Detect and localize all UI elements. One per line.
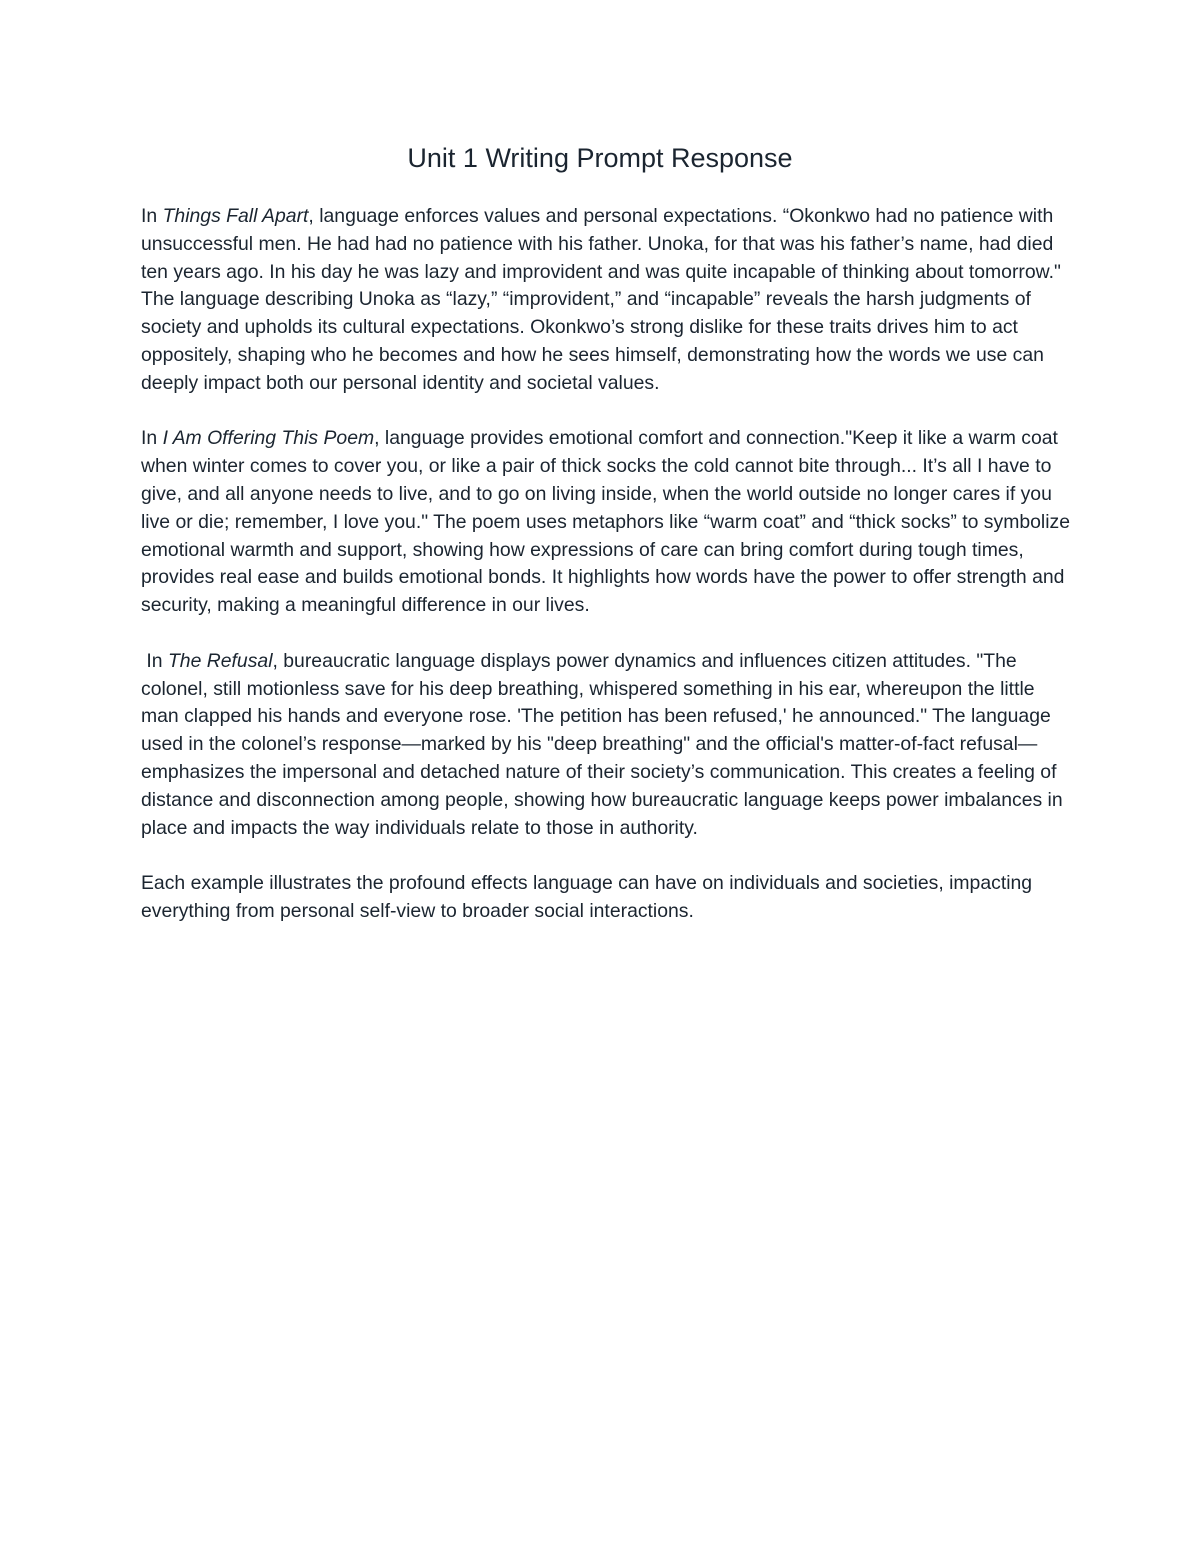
paragraph-conclusion: [141, 870, 1071, 926]
paragraph-text: , language provides emotional comfort and connection."Keep it like a warm coat when winter comes to cover you, or like a pair of thick socks the cold cannot bite through... It’s all I have to give, and all anyone needs to live, and to go on living inside, when the world outside no longer cares if you live or die; remember, I love you." The poem uses metaphors like “warm coat” and “thick socks” to symbolize emotional warmth and support, showing how expressions of care can bring comfort during tough times, provides real ease and builds emotional bonds. It highlights how words have the power to offer strength and security, making a meaningful difference in our lives.: [141, 427, 1071, 617]
paragraph-lead: In: [141, 427, 163, 450]
paragraph-the-refusal: [141, 648, 1071, 843]
paragraph-text: Each example illustrates the profound effects language can have on individuals and societies, impacting everything from personal self-view to broader social interactions.: [141, 872, 1033, 922]
paragraph-text: , bureaucratic language displays power dynamics and influences citizen attitudes. "The colonel, still motionless save for his deep breathing, whispered something in his ear, whereupon the little man clapped his hands and everyone rose. 'The petition has been refused,' he announced." The language used in the colonel’s response—marked by his "deep breathing" and the official's matter-of-fact refusal—emphasizes the impersonal and detached nature of their society’s communication. This creates a feeling of distance and disconnection among people, showing how bureaucratic language keeps power imbalances in place and impacts the way individuals relate to those in authority.: [141, 649, 1063, 839]
work-title: Things Fall Apart: [162, 205, 309, 227]
document-body: [141, 203, 1071, 954]
paragraph-things-fall-apart: [141, 203, 1071, 398]
work-title: The Refusal: [167, 649, 273, 672]
work-title: I Am Offering This Poem: [162, 427, 375, 450]
document-title: Unit 1 Writing Prompt Response: [407, 143, 793, 173]
paragraph-lead: In: [141, 649, 168, 672]
paragraph-offering-poem: [141, 425, 1071, 620]
paragraph-lead: In: [141, 205, 163, 227]
paragraph-text: , language enforces values and personal expectations. “Okonkwo had no patience with unsuccessful men. He had had no patience with his father. Unoka, for that was his father’s name, had died ten years ago. In his day he was lazy and improvident and was quite incapable of thinking about tomorrow." The language describing Unoka as “lazy,” “improvident,” and “incapable” reveals the harsh judgments of society and upholds its cultural expectations. Okonkwo’s strong dislike for these traits drives him to act oppositely, shaping who he becomes and how he sees himself, demonstrating how the words we use can deeply impact both our personal identity and societal values.: [141, 205, 1061, 394]
